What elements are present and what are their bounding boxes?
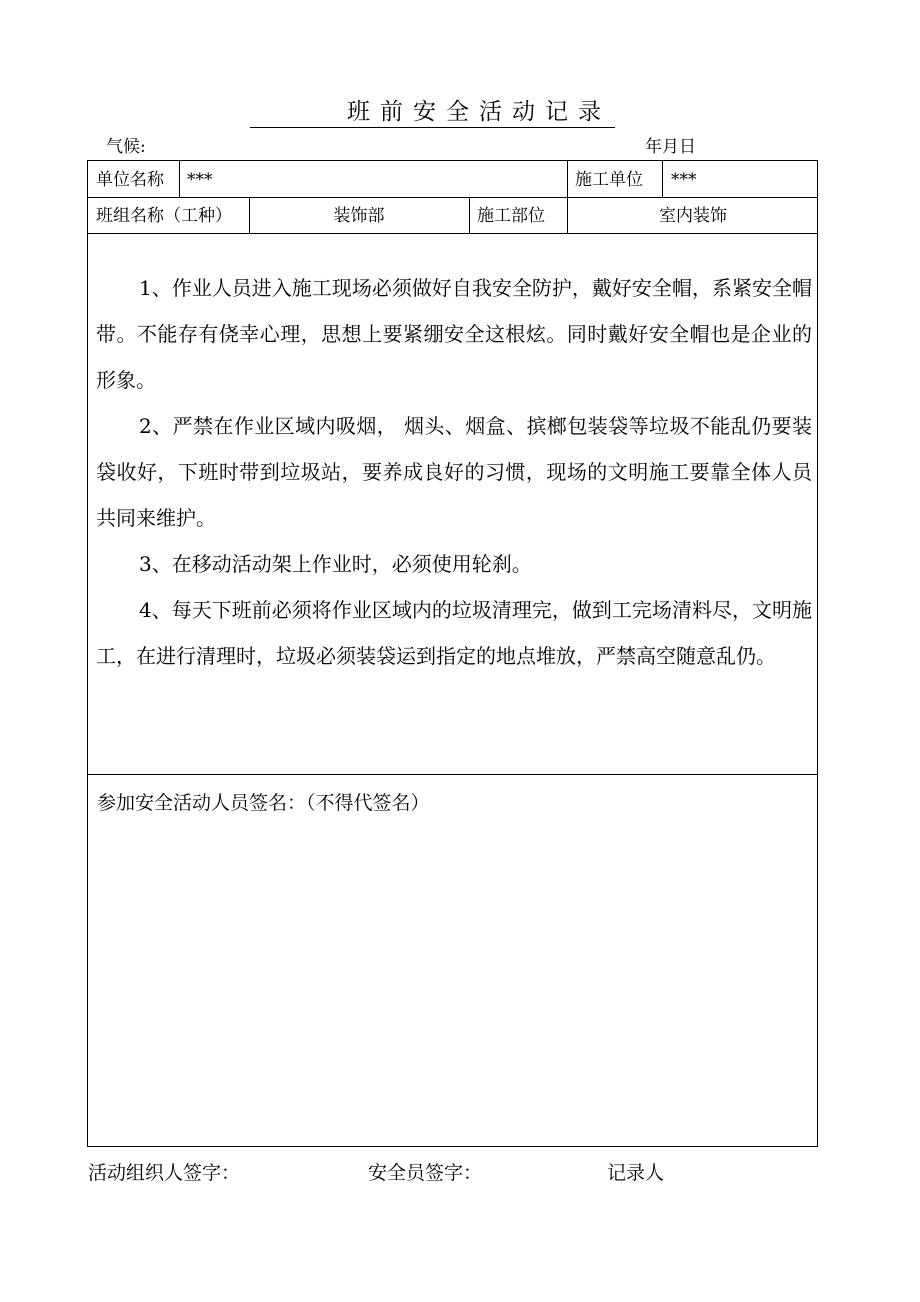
row-divider <box>88 774 817 775</box>
content-item-4: 4、每天下班前必须将作业区域内的垃圾清理完，做到工完场清料尽，文明施工，在进行清理时，垃圾必须装袋运到指定的地点堆放，严禁高空随意乱仍。 <box>96 598 812 668</box>
activity-record-form <box>87 160 818 1147</box>
safety-content <box>96 265 812 679</box>
unit-name-value: *** <box>187 170 213 190</box>
column-divider <box>662 161 663 197</box>
construction-part-label: 施工部位 <box>477 206 545 226</box>
content-item-1: 1、作业人员进入施工现场必须做好自我安全防护，戴好安全帽，系紧安全帽带。不能存有侥幸心理，思想上要紧绷安全这根炫。同时戴好安全帽也是企业的形象。 <box>96 276 812 392</box>
organizer-signature-label: 活动组织人签字： <box>88 1162 241 1184</box>
content-item-3: 3、在移动活动架上作业时，必须使用轮刹。 <box>139 552 532 576</box>
row-divider <box>88 233 817 234</box>
page-title: 班前安全活动记录 <box>250 96 615 128</box>
unit-name-label: 单位名称 <box>96 170 164 190</box>
column-divider <box>179 161 180 197</box>
weather-label: 气候: <box>106 137 146 157</box>
construction-unit-value: *** <box>671 170 697 190</box>
content-item-2: 2、严禁在作业区域内吸烟， 烟头、烟盒、摈榔包装袋等垃圾不能乱仍要装袋收好，下班时带到垃圾站，要养成良好的习惯，现场的文明施工要靠全体人员共同来维护。 <box>96 414 812 530</box>
team-name-value: 装饰部 <box>333 206 385 226</box>
row-divider <box>88 197 817 198</box>
column-divider <box>469 197 470 233</box>
construction-unit-label: 施工单位 <box>575 170 643 190</box>
construction-part-value: 室内装饰 <box>659 206 727 226</box>
participants-signature-label: 参加安全活动人员签名：（不得代签名） <box>97 792 430 814</box>
column-divider <box>567 161 568 197</box>
date-label: 年月日 <box>645 137 696 157</box>
safety-officer-signature-label: 安全员签字： <box>368 1162 483 1184</box>
team-name-label: 班组名称（工种） <box>96 206 232 226</box>
recorder-label: 记录人 <box>607 1162 665 1184</box>
